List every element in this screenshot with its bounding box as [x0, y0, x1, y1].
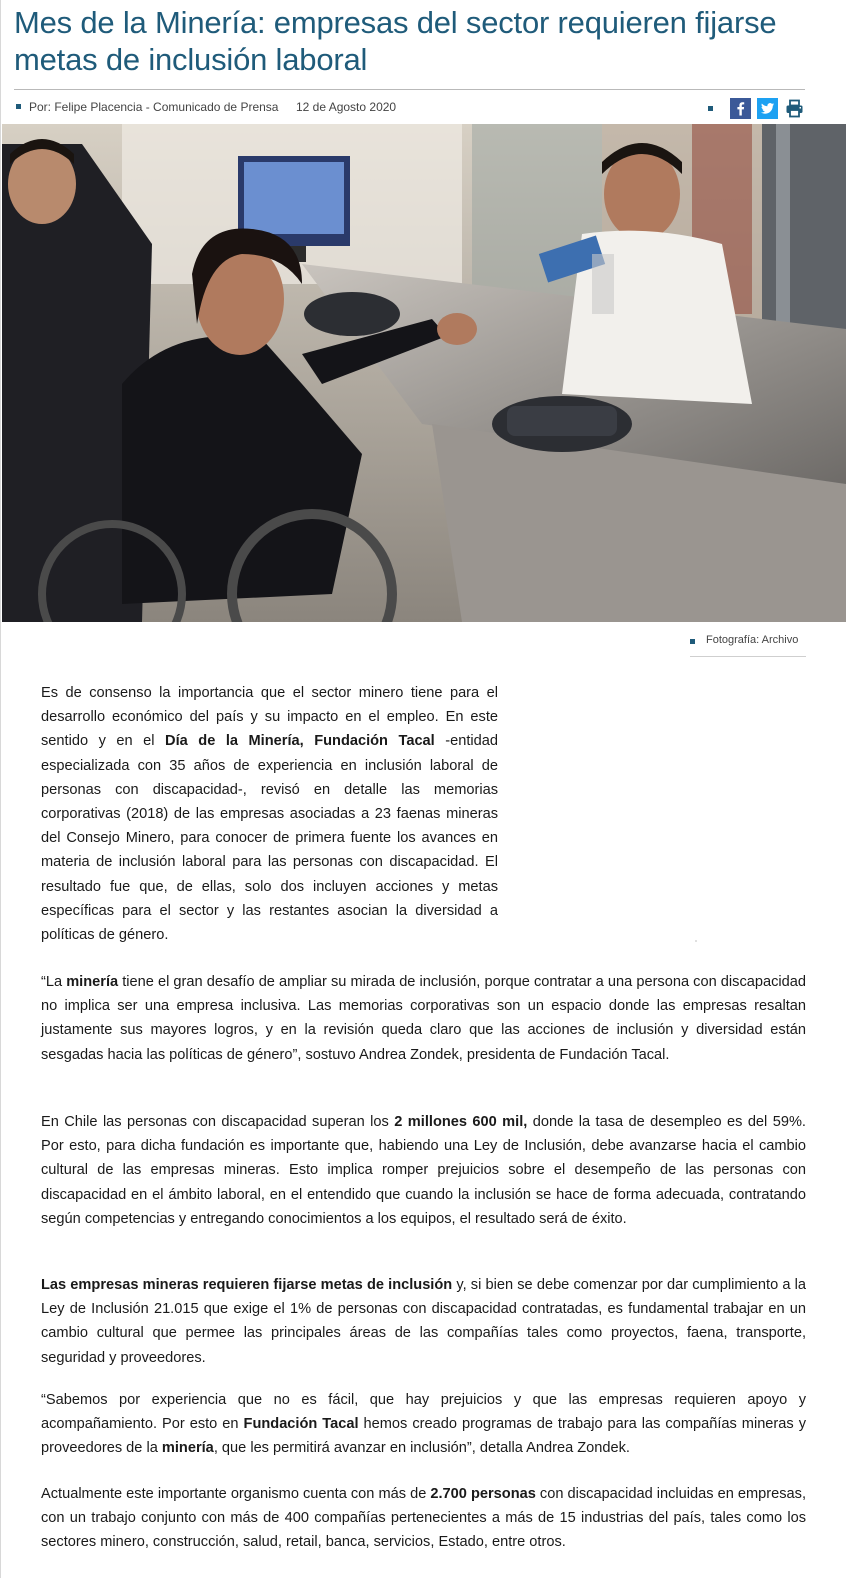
paragraph-text: hemos creado programas de trabajo para las compañías mineras y proveedores de la: [41, 1416, 806, 1457]
photo-credit-text: Fotografía: Archivo: [706, 634, 799, 646]
paragraph-text: “Sabemos por experiencia que no es fácil, que hay prejuicios y que las empresas requieren apoyo y acompañamiento. Por esto en: [41, 1392, 806, 1433]
bold-text: minería: [66, 974, 119, 990]
article-paragraph: [41, 970, 806, 1067]
print-icon: [784, 98, 805, 119]
paragraph-text: Es de consenso la importancia que el sector minero tiene para el desarrollo económico del país y su impacto en el empleo. En este sentido y en el: [41, 685, 498, 750]
bullet-square-icon: [708, 106, 713, 111]
paragraph-text: “La: [41, 974, 67, 990]
article-paragraph: [41, 681, 498, 947]
article-date: 12 de Agosto 2020: [296, 100, 397, 114]
photo-credit: [690, 632, 806, 657]
paragraph-text: , que les permitirá avanzar en inclusión”, detalla Andrea Zondek.: [213, 1440, 630, 1457]
paragraph-text: donde la tasa de desempleo es del 59%. Por esto, para dicha fundación es importante que, habiendo una Ley de Inclusión, debe avanzarse hacia el cambio cultural de las empresas mineras. Esto implica romper prejuicios sobre el desempeño de las personas con discapacidad en el ámbito laboral, en el entendido que cuando la inclusión se hace de forma adecuada, contratando según competencias y entregando conocimientos a los equipos, el resultado será de éxito.: [41, 1114, 806, 1227]
twitter-share-button[interactable]: [757, 98, 778, 119]
article-title: Mes de la Minería: empresas del sector requieren fijarse metas de inclusión laboral: [14, 5, 777, 77]
facebook-share-button[interactable]: [730, 98, 751, 119]
article-byline: Por: Felipe Placencia - Comunicado de Prensa: [29, 100, 279, 114]
twitter-icon: [757, 98, 778, 119]
paragraph-text: En Chile las personas con discapacidad superan los: [41, 1114, 395, 1130]
bold-text: 2 millones 600 mil,: [394, 1114, 528, 1130]
bold-text: 2.700 personas: [430, 1486, 536, 1502]
bullet-square-icon: [690, 639, 695, 644]
paragraph-text: -entidad especializada con 35 años de experiencia en inclusión laboral de personas con discapacidad-, revisó en detalle las memorias corporativas (2018) de las empresas asociadas a 23 faenas mineras del Consejo Minero, para conocer de primera fuente los avances en materia de inclusión laboral para las personas con discapacidad. El resultado fue que, de ellas, solo dos incluyen acciones y metas específicas para el sector y las restantes asocian la diversidad a políticas de género.: [41, 733, 498, 944]
share-toolbar: [708, 97, 805, 119]
facebook-icon: [730, 98, 751, 119]
bold-text: Día de la Minería, Fundación Tacal: [165, 733, 435, 750]
bullet-square-icon: [16, 104, 21, 109]
page-left-border: [0, 0, 1, 1578]
article-paragraph: [41, 1388, 806, 1461]
bold-text: minería: [161, 1440, 214, 1457]
paragraph-text: con discapacidad incluidas en empresas, con un trabajo conjunto con más de 400 compañías pertenecientes a más de 15 industrias del país, tales como los sectores minero, construcción, salud, retail, banca, servicios, Estado, entre otros.: [41, 1486, 807, 1551]
article-photo: [2, 124, 846, 622]
decorative-dot: [695, 940, 697, 942]
paragraph-text: y, si bien se debe comenzar por dar cumplimiento a la Ley de Inclusión 21.015 que exige el 1% de personas con discapacidad contratadas, es fundamental trabajar en un cambio cultural que permee las principales áreas de las compañías tales como proyectos, faena, transporte, seguridad y proveedores.: [41, 1277, 806, 1366]
article-paragraph: [41, 1110, 806, 1231]
article-paragraph: [41, 1482, 806, 1555]
paragraph-text: Actualmente este importante organismo cuenta con más de: [41, 1486, 431, 1502]
article-paragraph: [41, 1273, 806, 1370]
print-button[interactable]: [784, 98, 805, 119]
paragraph-text: tiene el gran desafío de ampliar su mirada de inclusión, porque contratar a una persona con discapacidad no implica ser una empresa inclusiva. Las memorias corporativas son un espacio donde las empresas resaltan justamente sus mayores logros, y en la revisión queda claro que las acciones de inclusión y diversidad están sesgadas hacia las políticas de género”, sostuvo Andrea Zondek, presidenta de Fundación Tacal.: [41, 974, 806, 1063]
article-meta-bar: [14, 89, 805, 126]
bold-text: Fundación Tacal: [243, 1416, 359, 1433]
bold-text: Las empresas mineras requieren fijarse metas de inclusión: [41, 1277, 453, 1293]
